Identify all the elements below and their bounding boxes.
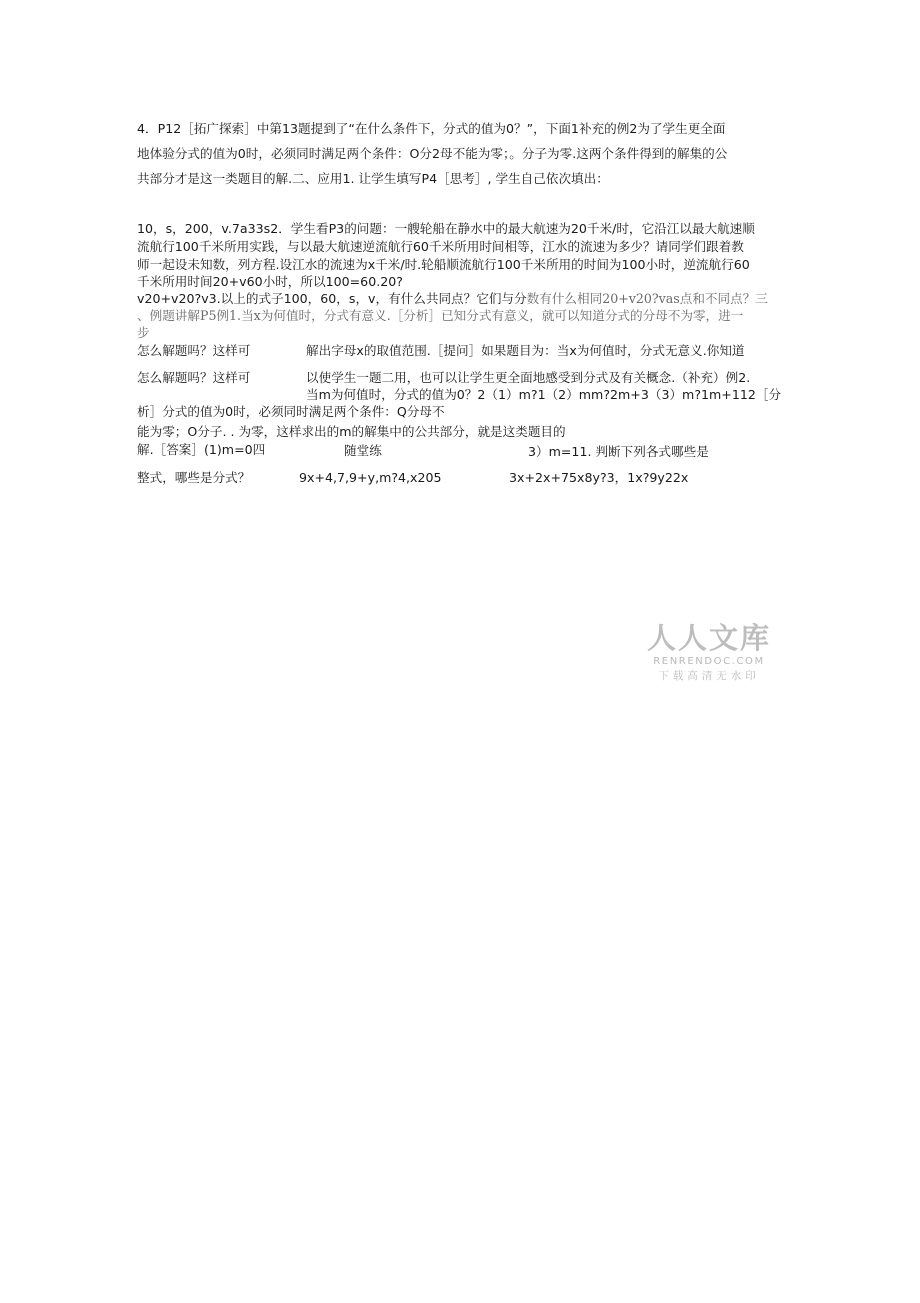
- text-line: 4．P12［拓广探索］中第13题提到了“在什么条件下，分式的值为0？”，下面1补充的例2为了学生更全面: [137, 121, 726, 136]
- text-span-serif: 数有什么相同20+v20?vas点和不同点？三: [526, 291, 768, 306]
- watermark: [646, 622, 772, 683]
- text-line: 能为零；O分子. . 为零，这样求出的m的解集中的公共部分，就是这类题目的: [137, 424, 566, 439]
- text-line: 3）m=11. 判断下列各式哪些是: [528, 444, 709, 459]
- watermark-tagline: 下载高清无水印: [658, 670, 760, 682]
- text-span: v20+v20?v3.以上的式子100，60，s，v，有什么共同点？它们与分: [137, 291, 527, 306]
- math-expressions: 3x+2x+75x8y?3，1x?9y22x: [509, 470, 689, 485]
- math-expressions: 9x+4,7,9+y,m?4,x205: [299, 470, 442, 485]
- text-line-right: 当m为何值时，分式的值为0？2（1）m?1（2）mm?2m+3（3）m?1m+112［分: [306, 387, 782, 402]
- text-line: 、例题讲解P5例1.当x为何值时，分式有意义.［分析］已知分式有意义，就可以知道分式的分母不为零，进一: [137, 308, 744, 323]
- text-line: 随堂练: [344, 443, 382, 458]
- text-line: 共部分才是这一类题目的解.二、应用1. 让学生填写P4［思考］, 学生自己依次填出：: [137, 171, 609, 186]
- text-line: 10，s，200，v.7a33s2．学生看P3的问题：一艘轮船在静水中的最大航速为20千米/时，它沿江以最大航速顺: [137, 221, 755, 236]
- text-line: [137, 291, 768, 307]
- text-line: 步: [137, 325, 150, 340]
- text-line: 整式，哪些是分式？: [137, 470, 251, 485]
- watermark-logo: 人人文库: [646, 621, 771, 655]
- text-line: 析］分式的值为0时，必须同时满足两个条件：Q分母不: [137, 404, 445, 419]
- text-line-left: 怎么解题吗？这样可: [137, 343, 251, 358]
- text-line: 师一起设未知数，列方程.设江水的流速为x千米/时.轮船顺流航行100千米所用的时间为100小时，逆流航行60: [137, 257, 750, 272]
- text-line: 解.［答案］(1)m=0四: [137, 442, 266, 457]
- text-line-left: 怎么解题吗？这样可: [137, 370, 251, 385]
- text-line: 流航行100千米所用实践，与以最大航速逆流航行60千米所用时间相等，江水的流速为多少？请同学们跟着教: [137, 239, 744, 254]
- text-line-right: 以使学生一题二用，也可以让学生更全面地感受到分式及有关概念.（补充）例2.: [306, 370, 751, 385]
- text-line: 地体验分式的值为0时，必须同时满足两个条件：O分2母不能为零；。分子为零.这两个条件得到的解集的公: [137, 146, 728, 161]
- text-line-right: 解出字母x的取值范围.［提问］如果题目为：当x为何值时，分式无意义.你知道: [306, 343, 745, 358]
- watermark-domain: RENRENDOC.COM: [653, 656, 765, 667]
- text-line: 千米所用时间20+v60小时，所以100=60.20?: [137, 274, 403, 289]
